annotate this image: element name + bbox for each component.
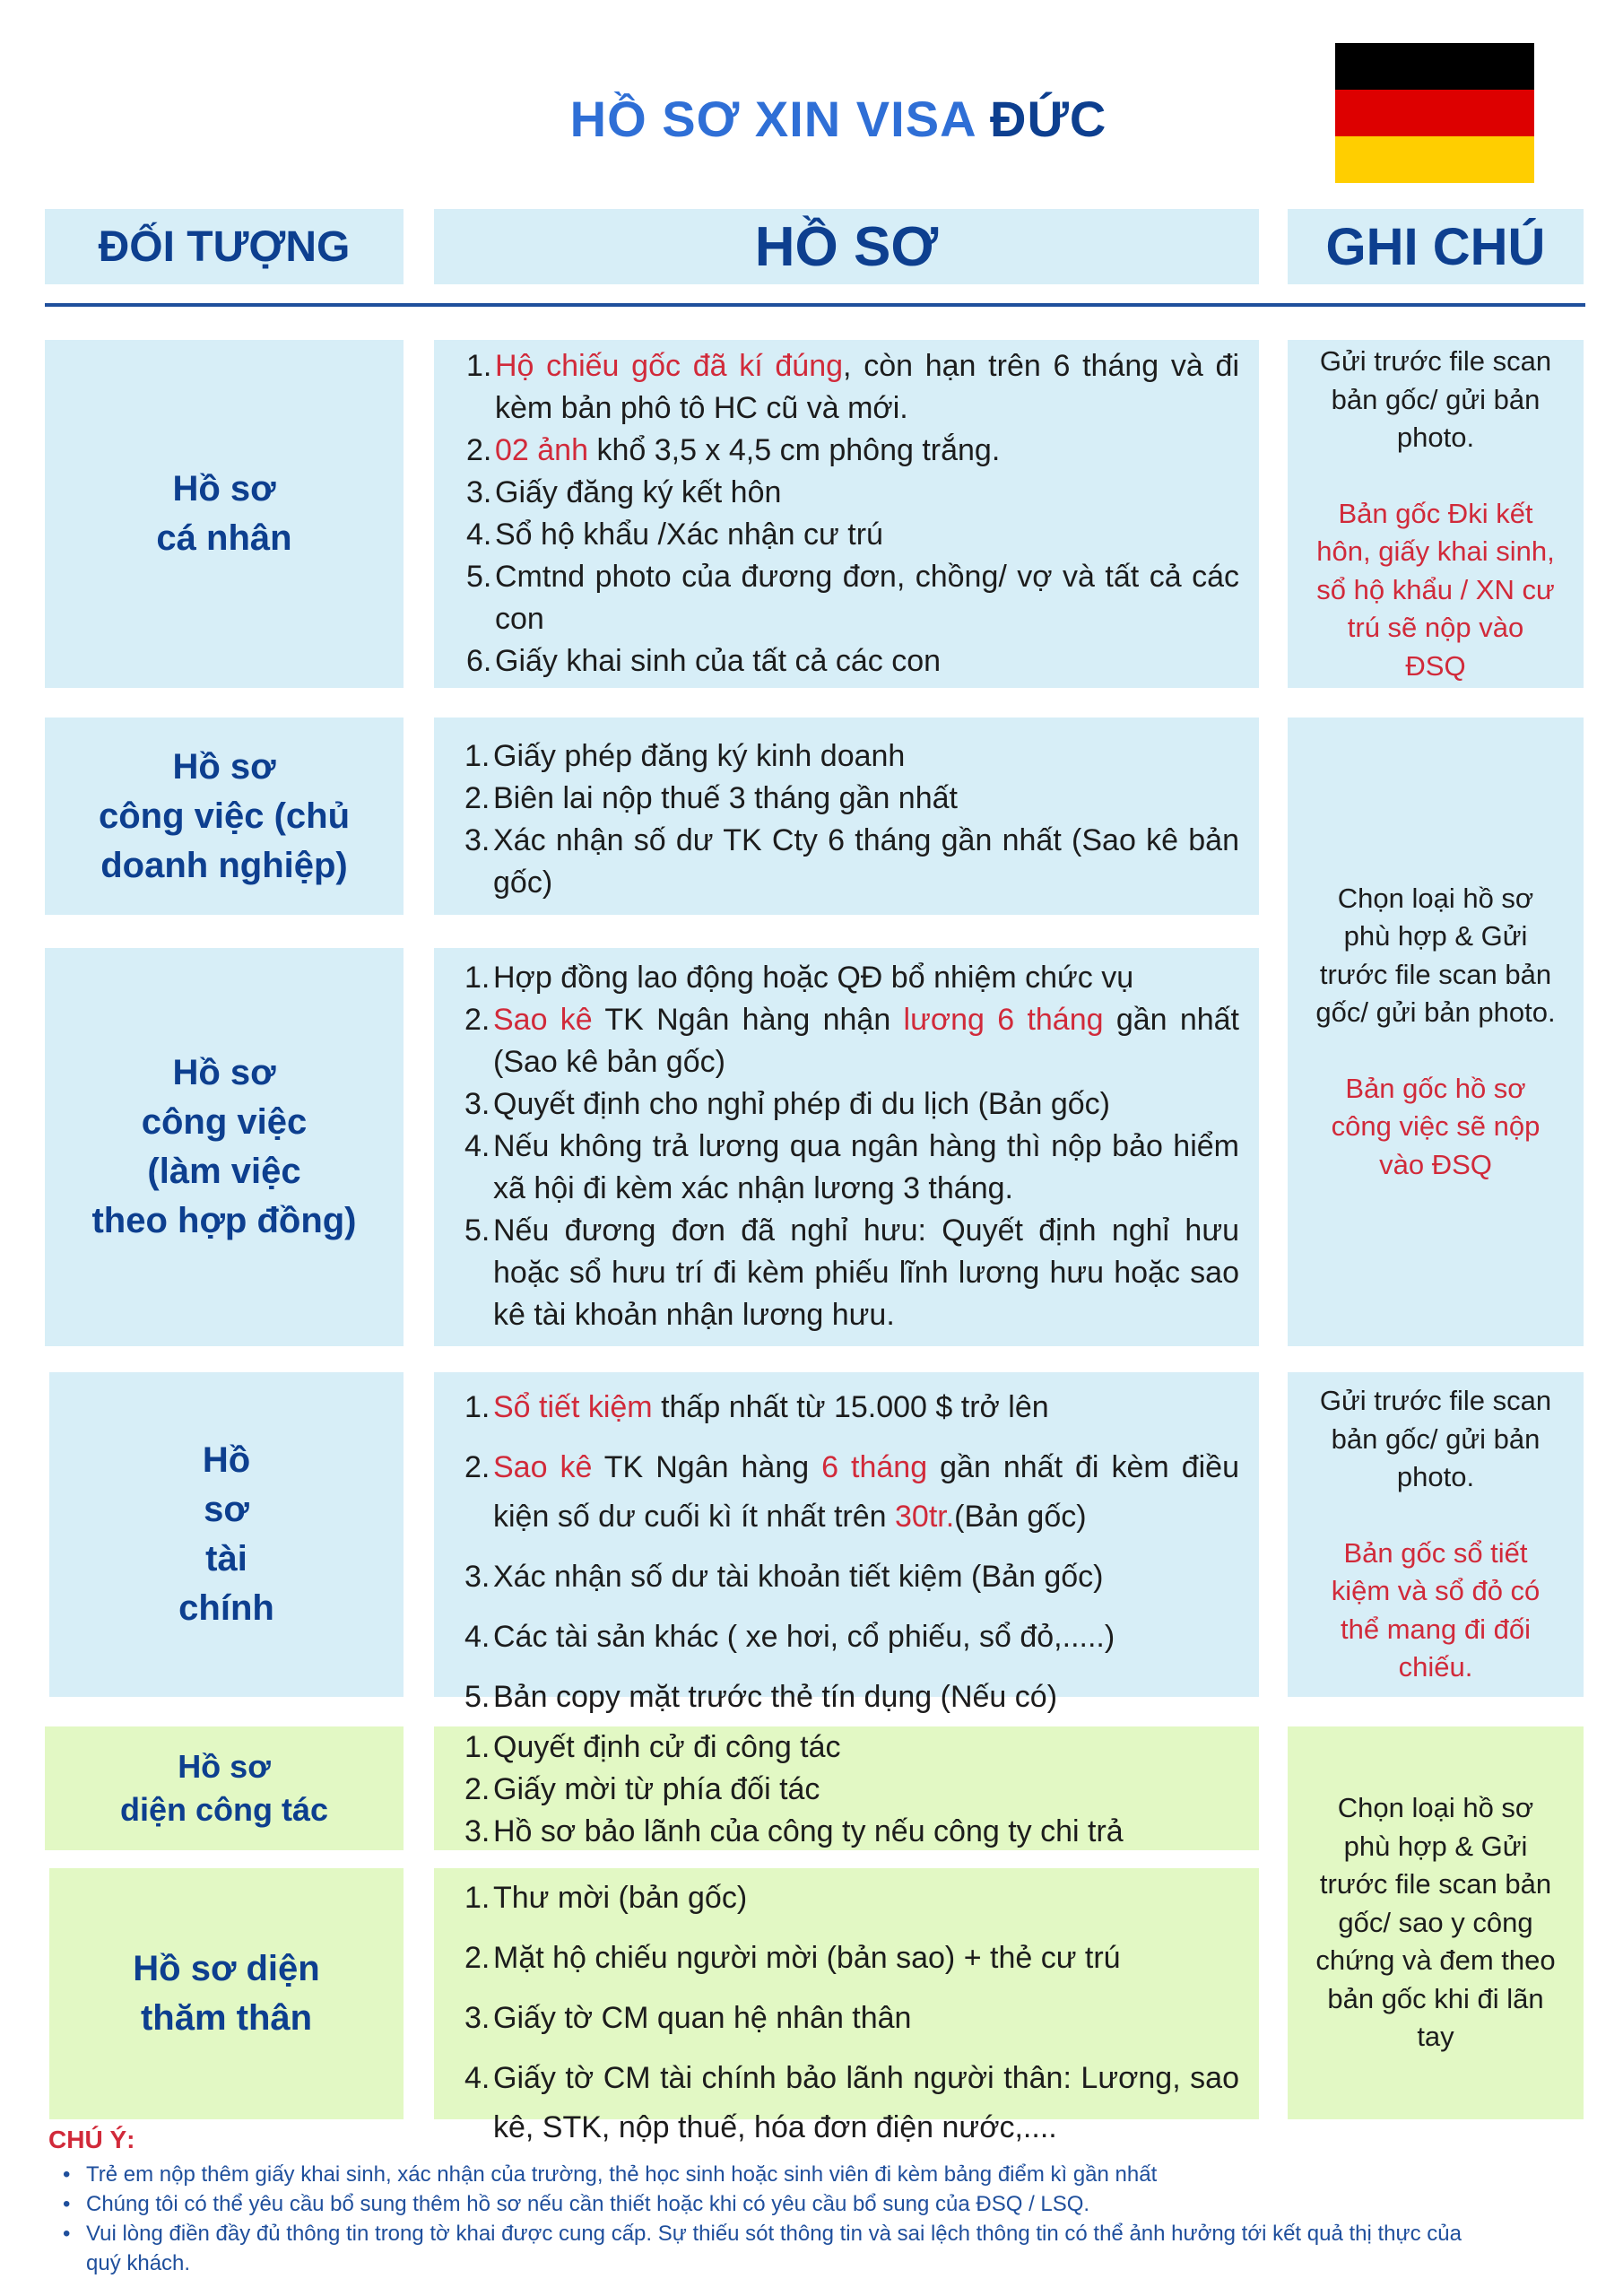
list-item [445,1613,1239,1662]
item-text: thấp nhất từ 15.000 $ trở lên [652,1390,1049,1424]
item-number: 4. [464,1620,490,1654]
item-text: Cmtnd photo của đương đơn, chồng/ vợ và tất cả các con [495,560,1239,636]
item-text: Giấy đăng ký kết hôn [495,475,782,509]
bullet-icon: • [63,2192,71,2216]
list-item [445,2054,1239,2152]
label-line: (làm việc [147,1152,301,1191]
item-number: 2. [464,1003,490,1037]
highlight-text: 6 tháng [821,1450,928,1484]
item-text: Mặt hộ chiếu người mời (bản sao) + thẻ cư trú [493,1941,1121,1975]
item-text: khổ 3,5 x 4,5 cm phông trắng. [588,433,1001,467]
list-item [447,430,1239,472]
highlight-text: Hộ chiếu gốc đã kí đúng [495,349,844,383]
title-country: ĐỨC [990,91,1107,147]
bullet-icon: • [63,2222,71,2246]
footer-bullet-text: Vui lòng điền đầy đủ thông tin trong tờ khai được cung cấp. Sự thiếu sót thông tin và sai lệch thông tin có thể ảnh hưởng tới kết quả thị thực của quý khách. [86,2222,1462,2275]
bullet-icon: • [63,2162,71,2187]
note-work [1288,718,1584,1346]
label-line: công việc (chủ [98,796,351,836]
item-number: 1. [464,1390,490,1424]
label-business-owner [45,718,404,915]
list-item [445,778,1239,820]
item-text: Nếu không trả lương qua ngân hàng thì nộp bảo hiểm xã hội đi kèm xác nhận lương 3 tháng. [493,1129,1239,1205]
item-text: Nếu đương đơn đã nghỉ hưu: Quyết định nghỉ hưu hoặc sổ hưu trí đi kèm phiếu lĩnh lương hưu hoặc sao kê tài khoản nhận lương hưu. [493,1213,1239,1332]
docs-list [445,735,1239,904]
item-text: Bản copy mặt trước thẻ tín dụng (Nếu có) [493,1680,1058,1714]
item-number: 1. [464,961,490,995]
docs-business-owner [434,718,1259,915]
list-item [445,1210,1239,1336]
item-text: Giấy khai sinh của tất cả các con [495,644,942,678]
docs-finance [434,1372,1259,1714]
list-item [445,1083,1239,1126]
docs-list [447,345,1239,683]
docs-list [445,1874,1239,2152]
footer-heading: CHÚ Ý: [48,2126,135,2153]
item-text: gần nhất đi kèm điều kiện số dư cuối kì ít nhất trên [493,1450,1239,1534]
item-number: 4. [466,517,492,552]
item-number: 4. [464,1129,490,1163]
note-text: Gửi trước file scan bản gốc/ gửi bản photo. [1319,1385,1552,1493]
docs-personal [434,340,1259,688]
item-text: Giấy mời từ phía đối tác [493,1772,820,1806]
label-line: Hồ sơ [172,746,276,787]
label-line: diện công tác [119,1791,329,1828]
header-documents: HỒ SƠ [434,209,1259,284]
list-item [445,1673,1239,1722]
docs-business-trip [434,1726,1259,1850]
item-number: 2. [464,1941,490,1975]
list-item [447,514,1239,556]
item-text: Sổ hộ khẩu /Xác nhận cư trú [495,517,883,552]
item-number: 2. [466,433,492,467]
label-line: Hồ [202,1440,251,1480]
note-highlight: Bản gốc Đki kết hôn, giấy khai sinh, sổ hộ khẩu / XN cư trú sẽ nộp vào ĐSQ [1316,497,1555,682]
flag-stripe-gold [1335,136,1534,183]
list-item [445,1934,1239,1983]
label-line: Hồ sơ [172,1053,276,1092]
item-text: Các tài sản khác ( xe hơi, cổ phiếu, sổ đỏ,.....) [493,1620,1115,1654]
item-number: 1. [464,1730,490,1764]
note-text: Chọn loại hồ sơ phù hợp & Gửi trước file scan bản gốc/ sao y công chứng và đem theo bản gốc khi đi lãn tay [1315,1792,1556,2053]
list-item [447,640,1239,683]
list-item [447,556,1239,640]
item-text: Biên lai nộp thuế 3 tháng gần nhất [493,781,958,815]
header-subject: ĐỐI TƯỢNG [45,209,404,284]
label-employee [45,948,404,1346]
note-highlight: Bản gốc sổ tiết kiệm và sổ đỏ có thể mang đi đối chiếu. [1331,1536,1541,1683]
item-text: Giấy phép đăng ký kinh doanh [493,739,906,773]
note-finance [1288,1372,1584,1697]
label-line: công việc [141,1102,308,1142]
docs-family-visit [434,1868,1259,2144]
title-main: HỒ SƠ XIN VISA [569,91,976,147]
highlight-text: 02 ảnh [495,433,588,467]
docs-list [445,1383,1239,1722]
label-line: doanh nghiệp) [100,845,348,885]
label-family-visit [49,1868,404,2119]
item-number: 2. [464,781,490,815]
flag-stripe-red [1335,90,1534,136]
label-line: theo hợp đồng) [91,1201,357,1240]
item-text: (Bản gốc) [954,1500,1087,1534]
list-item [445,1874,1239,1923]
label-line: cá nhân [156,518,292,558]
item-text: Thư mời (bản gốc) [493,1881,748,1915]
item-number: 4. [464,2061,490,2095]
list-item [445,957,1239,999]
note-text: Gửi trước file scan bản gốc/ gửi bản photo. [1319,345,1552,453]
list-item [445,1769,1239,1811]
label-finance [49,1372,404,1697]
list-item [445,1994,1239,2043]
item-number: 2. [464,1772,490,1806]
item-text: , còn hạn trên 6 tháng và đi kèm bản phô tô HC cũ và mới. [495,349,1239,425]
highlight-text: Sao kê [493,1450,593,1484]
footer-bullet-text: Trẻ em nộp thêm giấy khai sinh, xác nhận của trường, thẻ học sinh hoặc sinh viên đi kèm bảng điểm kì gần nhất [86,2162,1158,2187]
item-text: Hợp đồng lao động hoặc QĐ bổ nhiệm chức vụ [493,961,1134,995]
footer-bullet [63,2160,1533,2189]
item-text: TK Ngân hàng [592,1450,822,1484]
list-item [445,1383,1239,1432]
list-item [445,1811,1239,1853]
footer-bullet [63,2219,1497,2278]
label-line: tài [205,1539,247,1578]
item-number: 6. [466,644,492,678]
item-number: 5. [464,1680,490,1714]
footer-bullet [63,2189,1533,2219]
docs-employee [434,948,1259,1346]
list-item [445,1126,1239,1210]
note-text: Chọn loại hồ sơ phù hợp & Gửi trước file scan bản gốc/ gửi bản photo. [1315,882,1556,1029]
header-notes: GHI CHÚ [1288,209,1584,284]
list-item [445,820,1239,904]
highlight-text: Sao kê [493,1003,593,1037]
list-item [445,1726,1239,1769]
highlight-text: Sổ tiết kiệm [493,1390,653,1424]
item-text: gần nhất (Sao kê bản gốc) [493,1003,1240,1079]
footer-bullet-text: Chúng tôi có thể yêu cầu bổ sung thêm hồ sơ nếu cần thiết hoặc khi có yêu cầu bổ sung của ĐSQ / LSQ. [86,2192,1090,2216]
docs-list [445,957,1239,1336]
item-number: 3. [464,1560,490,1594]
flag-stripe-black [1335,43,1534,90]
item-text: Giấy tờ CM quan hệ nhân thân [493,2001,912,2035]
item-number: 1. [464,1881,490,1915]
item-text: Giấy tờ CM tài chính bảo lãnh người thân: Lương, sao kê, STK, nộp thuế, hóa đơn điện nước,.... [493,2061,1239,2144]
item-number: 1. [464,739,490,773]
docs-list [445,1726,1239,1853]
item-text: Quyết định cho nghỉ phép đi du lịch (Bản gốc) [493,1087,1111,1121]
label-line: Hồ sơ [178,1748,271,1785]
germany-flag-icon [1335,43,1534,183]
item-number: 3. [466,475,492,509]
item-text: Hồ sơ bảo lãnh của công ty nếu công ty chi trả [493,1814,1124,1848]
note-personal [1288,340,1584,688]
item-number: 3. [464,1087,490,1121]
highlight-text: 30tr. [895,1500,955,1534]
item-text: Xác nhận số dư tài khoản tiết kiệm (Bản gốc) [493,1560,1104,1594]
list-item [445,999,1239,1083]
label-line: Hồ sơ [172,469,276,509]
label-line: chính [178,1588,274,1628]
item-number: 3. [464,823,490,857]
list-item [447,345,1239,430]
label-line: sơ [204,1490,249,1529]
label-personal [45,340,404,688]
highlight-text: lương 6 tháng [903,1003,1104,1037]
label-line: Hồ sơ diện [133,1949,320,1988]
note-visit [1288,1726,1584,2119]
item-number: 3. [464,2001,490,2035]
item-number: 3. [464,1814,490,1848]
item-text: Xác nhận số dư TK Cty 6 tháng gần nhất (Sao kê bản gốc) [493,823,1239,900]
list-item [447,472,1239,514]
item-number: 2. [464,1450,490,1484]
item-number: 1. [466,349,492,383]
list-item [445,1443,1239,1542]
list-item [445,1552,1239,1602]
header-divider [45,303,1585,307]
label-business-trip [45,1726,404,1850]
item-text: TK Ngân hàng nhận [592,1003,904,1037]
item-number: 5. [466,560,492,594]
note-highlight: Bản gốc hồ sơ công việc sẽ nộp vào ĐSQ [1331,1072,1541,1180]
item-number: 5. [464,1213,490,1248]
label-line: thăm thân [140,1998,313,2038]
list-item [445,735,1239,778]
item-text: Quyết định cử đi công tác [493,1730,841,1764]
